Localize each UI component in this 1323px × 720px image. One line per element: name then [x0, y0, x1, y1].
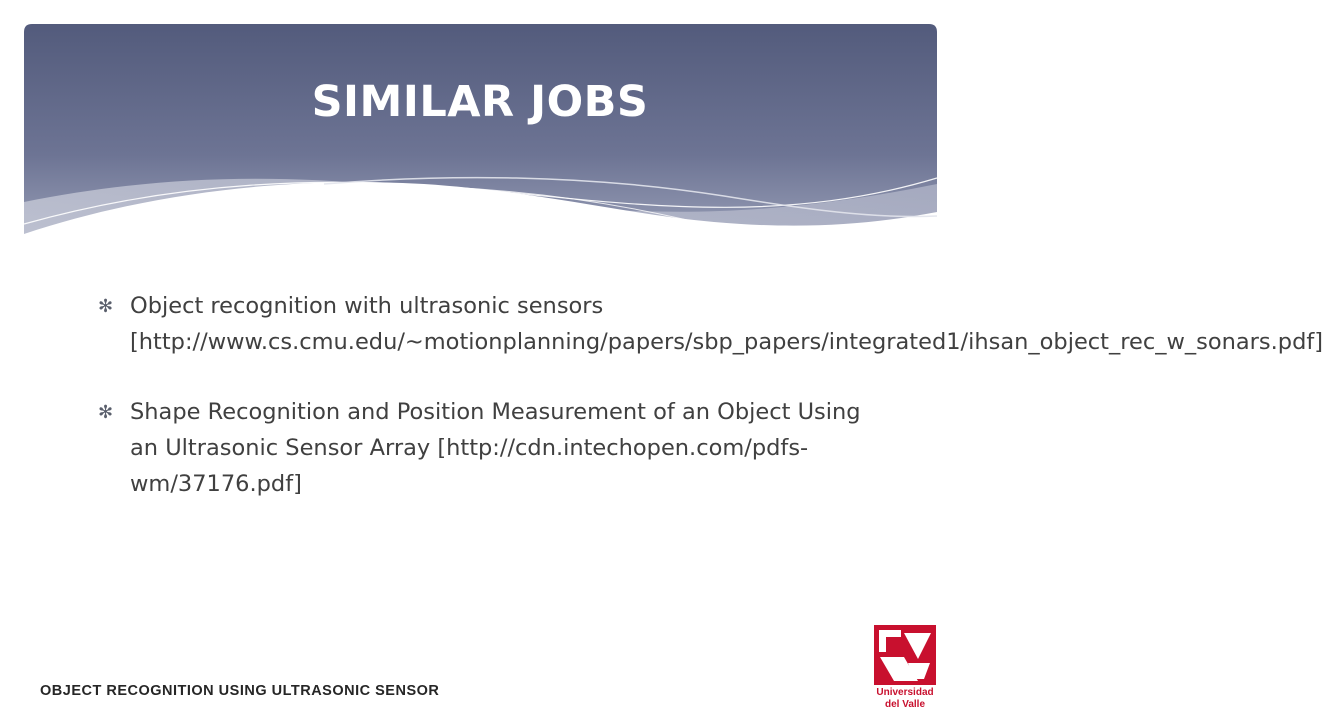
footer-text: OBJECT RECOGNITION USING ULTRASONIC SENSOR — [40, 683, 440, 699]
bullet-text: Object recognition with ultrasonic sensors [http://www.cs.cmu.edu/~motionplanning/papers/sbp_papers/integrated1/ihsan_object_rec_w_sonars.pdf] — [130, 293, 1323, 355]
university-logo-icon — [874, 625, 936, 685]
title-banner — [24, 24, 937, 262]
list-item — [98, 288, 1323, 360]
wave-banner-graphic — [24, 24, 937, 262]
bullet-list — [98, 288, 1323, 536]
logo-line-2: del Valle — [884, 699, 926, 710]
list-item — [98, 394, 868, 502]
slide-title: SIMILAR JOBS — [311, 77, 649, 127]
asterisk-bullet-icon: ✻ — [98, 402, 114, 423]
logo-line-1: Universidad — [876, 687, 934, 698]
bullet-text: Shape Recognition and Position Measurement of an Object Using an Ultrasonic Sensor Array [http://cdn.intechopen.com/pdfs-wm/37176.pdf] — [130, 399, 861, 497]
asterisk-bullet-icon: ✻ — [98, 296, 114, 317]
university-logo — [874, 625, 936, 715]
